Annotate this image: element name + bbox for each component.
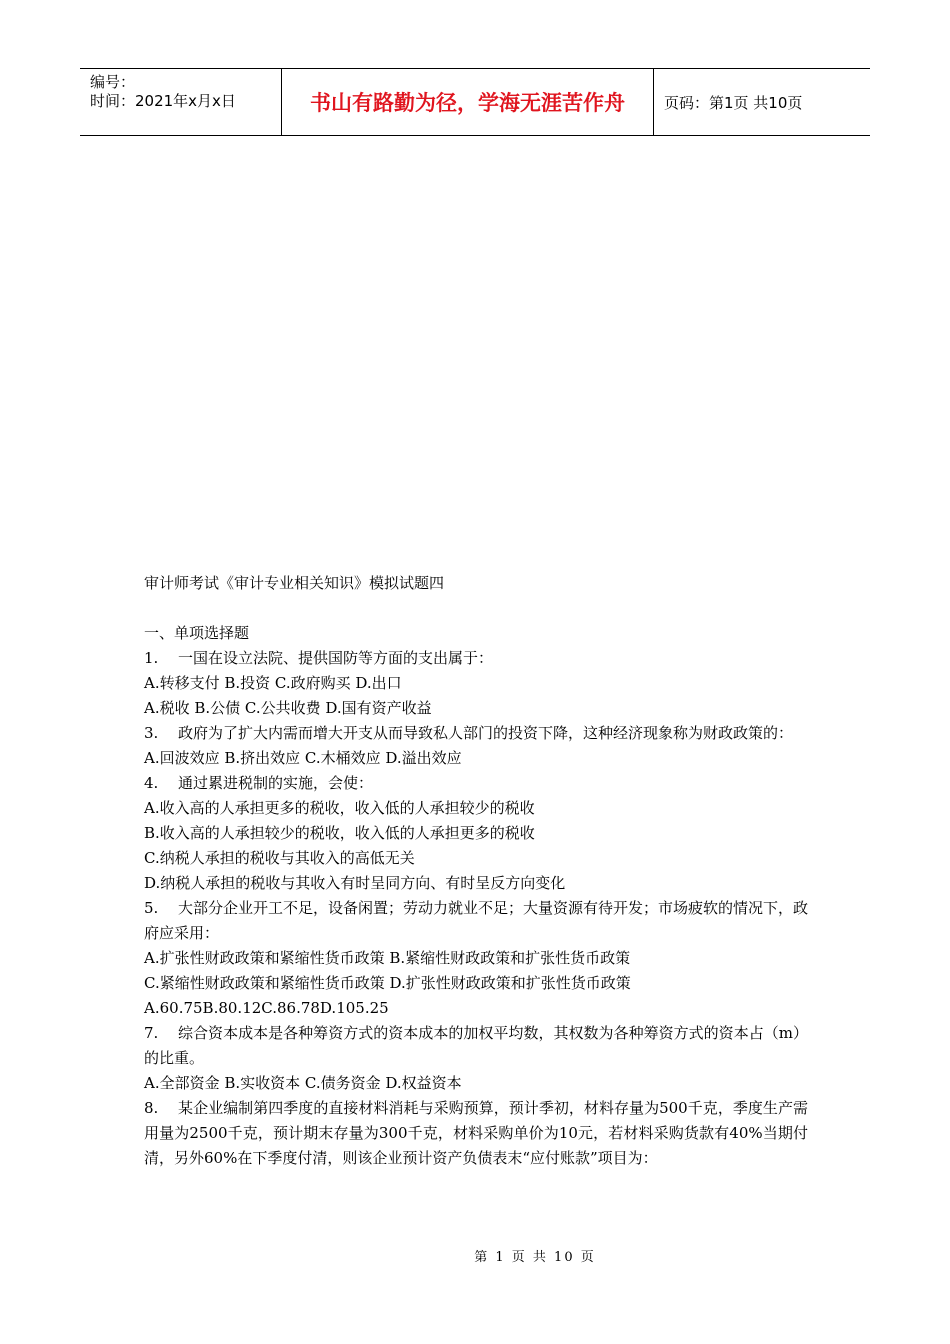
question-4 bbox=[144, 771, 808, 796]
question-5 bbox=[144, 896, 808, 946]
header-table bbox=[80, 68, 870, 136]
question-text: 大部分企业开工不足，设备闲置；劳动力就业不足；大量资源有待开发；市场疲软的情况下，政府应采用： bbox=[144, 899, 809, 942]
question-4-option-b: B.收入高的人承担较少的税收，收入低的人承担更多的税收 bbox=[144, 824, 535, 842]
question-number: 8. bbox=[144, 1099, 159, 1117]
question-8 bbox=[144, 1096, 808, 1171]
question-4-option-c: C.纳税人承担的税收与其收入的高低无关 bbox=[144, 849, 415, 867]
question-number: 7. bbox=[144, 1024, 159, 1042]
question-number: 1. bbox=[144, 649, 159, 667]
header-info-cell bbox=[80, 69, 282, 135]
question-number: 3. bbox=[144, 724, 159, 742]
question-number: 5. bbox=[144, 899, 159, 917]
question-7-options: A.全部资金 B.实收资本 C.债务资金 D.权益资本 bbox=[144, 1074, 462, 1092]
question-2-options: A.税收 B.公债 C.公共收费 D.国有资产收益 bbox=[144, 699, 432, 717]
question-3-options: A.回波效应 B.挤出效应 C.木桶效应 D.溢出效应 bbox=[144, 749, 462, 767]
header-motto: 书山有路勤为径，学海无涯苦作舟 bbox=[282, 69, 654, 135]
question-4-option-a: A.收入高的人承担更多的税收，收入低的人承担较少的税收 bbox=[144, 799, 535, 817]
question-text: 政府为了扩大内需而增大开支从而导致私人部门的投资下降，这种经济现象称为财政政策的： bbox=[178, 724, 794, 742]
question-5-options-ab: A.扩张性财政政策和紧缩性货币政策 B.紧缩性财政政策和扩张性货币政策 bbox=[144, 949, 631, 967]
page-footer: 第 1 页 共 10 页 bbox=[474, 1250, 596, 1265]
header-page-info: 页码：第1页 共10页 bbox=[664, 93, 803, 112]
question-text: 某企业编制第四季度的直接材料消耗与采购预算，预计季初，材料存量为500千克，季度生产需用量为2500千克，预计期末存量为300千克，材料采购单价为10元，若材料采购货款有40%当期付清，另外60%在下季度付清，则该企业预计资产负债表末“应付账款”项目为： bbox=[144, 1099, 808, 1167]
question-1-options: A.转移支付 B.投资 C.政府购买 D.出口 bbox=[144, 674, 402, 692]
question-text: 综合资本成本是各种筹资方式的资本成本的加权平均数，其权数为各种筹资方式的资本占（m）的比重。 bbox=[144, 1024, 808, 1067]
question-1 bbox=[144, 646, 808, 671]
question-text: 通过累进税制的实施，会使： bbox=[178, 774, 374, 792]
time-label: 时间：2021年x月x日 bbox=[90, 92, 236, 110]
serial-label: 编号： bbox=[90, 73, 136, 91]
question-5-options-cd: C.紧缩性财政政策和紧缩性货币政策 D.扩张性财政政策和扩张性货币政策 bbox=[144, 974, 631, 992]
question-6-options: A.60.75B.80.12C.86.78D.105.25 bbox=[144, 999, 389, 1017]
document-title: 审计师考试《审计专业相关知识》模拟试题四 bbox=[144, 574, 445, 592]
section-heading: 一、单项选择题 bbox=[144, 624, 250, 642]
question-4-option-d: D.纳税人承担的税收与其收入有时呈同方向、有时呈反方向变化 bbox=[144, 874, 566, 892]
question-7 bbox=[144, 1021, 808, 1071]
question-3 bbox=[144, 721, 808, 746]
question-text: 一国在设立法院、提供国防等方面的支出属于： bbox=[178, 649, 494, 667]
question-number: 4. bbox=[144, 774, 159, 792]
document-body bbox=[144, 571, 808, 1171]
